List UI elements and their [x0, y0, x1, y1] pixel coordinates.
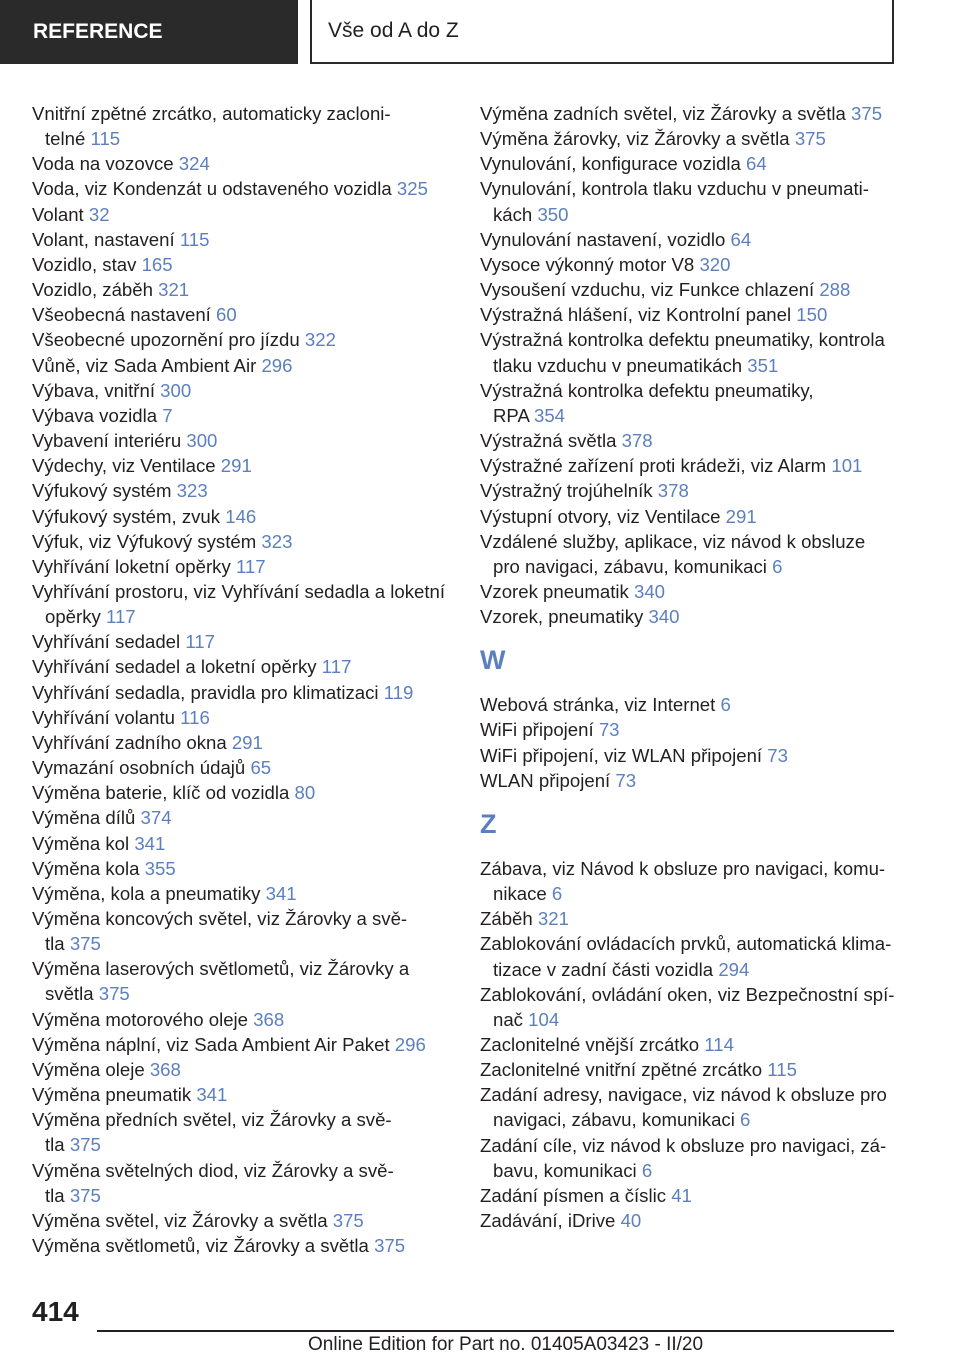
entry-text: Voda, viz Kondenzát u odstaveného vozidla — [32, 178, 392, 200]
index-entry — [480, 453, 900, 478]
index-entry — [32, 1233, 452, 1258]
entry-text: Zaclonitelné vnější zrcátko — [480, 1034, 700, 1055]
index-entry — [480, 717, 900, 742]
entry-text: Webová stránka, viz Internet — [480, 694, 716, 716]
entry-text: navigaci, zábavu, komunikaci — [493, 1109, 735, 1131]
page-reference-link[interactable]: 60 — [216, 304, 237, 326]
page-reference-link[interactable]: 325 — [396, 178, 428, 200]
index-entry — [32, 881, 452, 906]
index-entry — [32, 529, 452, 554]
page-reference-link[interactable]: 115 — [90, 128, 121, 150]
entry-text: Vyhřívání zadního okna — [32, 731, 227, 753]
index-entry — [32, 629, 452, 654]
index-entry — [32, 353, 452, 378]
index-entry — [32, 277, 452, 302]
index-entry — [32, 780, 452, 805]
chapter-header — [310, 0, 894, 64]
entry-text: Zablokování, ovládání oken, viz Bezpečnostní spí- — [480, 983, 895, 1005]
page-reference-link[interactable]: 355 — [144, 857, 176, 879]
entry-text: Výfuk, viz Výfukový systém — [32, 530, 257, 552]
index-entry — [480, 151, 900, 176]
entry-text: Výměna baterie, klíč od vozidla — [32, 782, 290, 804]
entry-text: Výfukový systém — [32, 480, 172, 502]
index-entry — [480, 101, 900, 126]
page-reference-link[interactable]: 119 — [383, 681, 414, 703]
page-reference-link[interactable]: 115 — [179, 228, 210, 250]
index-entry — [32, 906, 452, 956]
index-entry — [32, 176, 452, 201]
entry-text: Vzorek pneumatik — [480, 580, 629, 602]
index-entry — [32, 956, 452, 1006]
page-reference-link[interactable]: 294 — [718, 958, 750, 980]
page-reference-link[interactable]: 320 — [699, 253, 731, 275]
index-entry — [480, 1057, 900, 1082]
entry-text: Výdechy, viz Ventilace — [32, 455, 216, 477]
entry-text: Výstražná světla — [480, 430, 617, 452]
index-column-left — [32, 101, 452, 1258]
page-reference-link[interactable]: 104 — [528, 1008, 560, 1030]
page-reference-link[interactable]: 368 — [149, 1058, 181, 1080]
entry-text: telné — [45, 128, 86, 150]
section-label: REFERENCE — [33, 20, 163, 43]
index-entry — [32, 302, 452, 327]
entry-text: Výstražné zařízení proti krádeži, viz Alarm — [480, 455, 827, 477]
entry-text: Výměna kola — [32, 857, 140, 879]
index-entry — [32, 227, 452, 252]
entry-text: Vnitřní zpětné zrcátko, automaticky zacloni- — [32, 103, 391, 124]
index-entry — [480, 982, 900, 1032]
index-entry — [32, 1082, 452, 1107]
page-reference-link[interactable]: 375 — [69, 1184, 101, 1206]
entry-text: Výbava vozidla — [32, 404, 158, 426]
page-reference-link[interactable]: 375 — [374, 1235, 406, 1257]
entry-text: Výfukový systém, zvuk — [32, 505, 221, 527]
entry-text: nač — [493, 1008, 523, 1030]
entry-text: Vyhřívání sedadla, pravidla pro klimatizaci — [32, 681, 379, 703]
page-reference-link[interactable]: 288 — [819, 279, 851, 301]
entry-text: Výstražná kontrolka defektu pneumatiky, — [480, 379, 814, 401]
index-column-right — [480, 101, 900, 1233]
page-reference-link[interactable]: 291 — [231, 731, 263, 753]
index-entry — [480, 768, 900, 793]
entry-text: Výměna oleje — [32, 1058, 145, 1080]
page-reference-link[interactable]: 375 — [98, 983, 130, 1005]
page-reference-link[interactable]: 101 — [831, 455, 863, 477]
page-reference-link[interactable]: 41 — [671, 1184, 692, 1206]
index-entry — [32, 730, 452, 755]
index-entry — [480, 428, 900, 453]
index-entry — [480, 579, 900, 604]
index-entry — [32, 453, 452, 478]
page-reference-link[interactable]: 296 — [261, 354, 293, 376]
index-entry — [32, 428, 452, 453]
page-reference-link[interactable]: 321 — [537, 908, 569, 930]
index-entry — [32, 805, 452, 830]
page-reference-link[interactable]: 73 — [598, 719, 620, 741]
page-reference-link[interactable]: 378 — [657, 480, 689, 502]
entry-text: Výměna laserových světlometů, viz Žárovky a — [32, 958, 410, 980]
entry-text: Výměna, kola a pneumatiky — [32, 882, 261, 904]
entry-text: Vyhřívání sedadel — [32, 631, 181, 653]
entry-text: Výstupní otvory, viz Ventilace — [480, 505, 721, 527]
page-reference-link[interactable]: 6 — [720, 694, 731, 716]
page-reference-link[interactable]: 6 — [551, 883, 563, 905]
page-reference-link[interactable]: 300 — [160, 379, 192, 401]
page-reference-link[interactable]: 165 — [141, 253, 173, 275]
index-entry — [32, 705, 452, 730]
footer-rule — [97, 1330, 894, 1332]
page-reference-link[interactable]: 368 — [253, 1008, 285, 1030]
page-reference-link[interactable]: 6 — [772, 555, 783, 577]
page-reference-link[interactable]: 32 — [88, 203, 110, 225]
page-reference-link[interactable]: 374 — [140, 807, 172, 829]
entry-text: kách — [493, 203, 533, 225]
index-entry — [480, 302, 900, 327]
entry-text: tla — [45, 1134, 65, 1156]
page-reference-link[interactable]: 117 — [321, 656, 352, 678]
footer-edition: Online Edition for Part no. 01405A03423 - II/20 — [308, 1334, 704, 1355]
entry-text: Vynulování, konfigurace vozidla — [480, 153, 741, 175]
page-reference-link[interactable]: 146 — [225, 505, 257, 527]
entry-text: Zablokování ovládacích prvků, automatická klima- — [480, 933, 892, 955]
index-entry — [32, 1158, 452, 1208]
index-entry — [32, 151, 452, 176]
page-reference-link[interactable]: 64 — [745, 153, 767, 175]
page-reference-link[interactable]: 296 — [394, 1033, 426, 1055]
index-entry — [480, 931, 900, 981]
index-entry — [480, 1082, 900, 1132]
section-letter-z: Z — [480, 808, 497, 839]
page-reference-link[interactable]: 291 — [725, 505, 757, 527]
entry-text: Vzdálené služby, aplikace, viz návod k obsluze — [480, 530, 866, 552]
page-reference-link[interactable]: 341 — [134, 832, 166, 854]
index-entry — [32, 378, 452, 403]
entry-text: Vozidlo, záběh — [32, 279, 153, 301]
entry-text: Výměna světlometů, viz Žárovky a světla — [32, 1235, 369, 1257]
index-entry — [32, 554, 452, 579]
page-reference-link[interactable]: 323 — [176, 480, 208, 502]
entry-text: světla — [45, 983, 94, 1005]
entry-text: Všeobecná nastavení — [32, 304, 211, 326]
index-entry — [480, 478, 900, 503]
entry-text: Všeobecné upozornění pro jízdu — [32, 329, 300, 351]
entry-text: Vysoce výkonný motor V8 — [480, 253, 695, 275]
page-reference-link[interactable]: 375 — [69, 1134, 101, 1156]
page-reference-link[interactable]: 117 — [185, 631, 215, 653]
entry-text: Zaclonitelné vnitřní zpětné zrcátko — [480, 1059, 763, 1081]
entry-text: Zadání písmen a číslic — [480, 1184, 667, 1206]
index-entry — [480, 529, 900, 579]
page-reference-link[interactable]: 6 — [740, 1109, 751, 1131]
page-reference-link[interactable]: 115 — [767, 1059, 797, 1081]
page-reference-link[interactable]: 300 — [186, 430, 218, 452]
entry-text: Výměna kol — [32, 832, 130, 854]
entry-text: Výměna motorového oleje — [32, 1008, 249, 1030]
index-entry — [32, 1007, 452, 1032]
page-reference-link[interactable]: 340 — [634, 580, 666, 602]
entry-text: Voda na vozovce — [32, 153, 174, 175]
page-reference-link[interactable]: 341 — [265, 882, 297, 904]
index-entry — [32, 252, 452, 277]
index-entry — [480, 743, 900, 768]
entry-text: Výbava, vnitřní — [32, 379, 155, 401]
page-reference-link[interactable]: 117 — [105, 606, 136, 628]
index-entry — [480, 692, 900, 717]
entry-text: Vyhřívání volantu — [32, 706, 175, 728]
entry-text: tla — [45, 1184, 65, 1206]
page-reference-link[interactable]: 375 — [332, 1209, 364, 1231]
index-entry — [480, 906, 900, 931]
page-reference-link[interactable]: 354 — [534, 404, 566, 426]
entry-text: RPA — [493, 404, 529, 426]
index-entry — [480, 327, 900, 377]
index-entry — [32, 1208, 452, 1233]
page-reference-link[interactable]: 64 — [730, 228, 752, 250]
index-entry — [480, 1133, 900, 1183]
page-reference-link[interactable]: 114 — [704, 1034, 734, 1055]
page-reference-link[interactable]: 6 — [641, 1159, 653, 1181]
entry-text: opěrky — [45, 606, 101, 628]
entry-text: Vyhřívání loketní opěrky — [32, 555, 231, 577]
index-entry — [32, 1057, 452, 1082]
entry-text: Vynulování nastavení, vozidlo — [480, 228, 726, 250]
entry-text: Vzorek, pneumatiky — [480, 606, 644, 628]
page-reference-link[interactable]: 7 — [162, 404, 173, 426]
entry-text: Vůně, viz Sada Ambient Air — [32, 354, 257, 376]
page-reference-link[interactable]: 73 — [767, 744, 788, 766]
index-entry — [32, 403, 452, 428]
entry-text: Výstražný trojúhelník — [480, 480, 653, 502]
entry-text: Vyhřívání prostoru, viz Vyhřívání sedadla a loketní — [32, 580, 446, 602]
chapter-title: Vše od A do Z — [328, 19, 459, 42]
page-reference-link[interactable]: 375 — [69, 933, 101, 955]
section-tab — [0, 0, 298, 64]
entry-text: Výměna dílů — [32, 807, 136, 829]
index-entry — [480, 604, 900, 629]
entry-text: bavu, komunikaci — [493, 1159, 637, 1181]
page-reference-link[interactable]: 73 — [615, 769, 637, 791]
entry-text: Výstražná kontrolka defektu pneumatiky, kontrola — [480, 329, 885, 351]
entry-text: Zadání cíle, viz návod k obsluze pro navigaci, zá- — [480, 1134, 887, 1156]
index-entry — [32, 755, 452, 780]
index-entry — [32, 680, 452, 705]
entry-text: WiFi připojení, viz WLAN připojení — [480, 744, 763, 766]
page-reference-link[interactable]: 341 — [196, 1084, 228, 1106]
index-entry — [32, 856, 452, 881]
index-entry — [32, 1032, 452, 1057]
index-entry — [480, 378, 900, 428]
entry-text: Výměna světel, viz Žárovky a světla — [32, 1209, 328, 1231]
entry-text: WiFi připojení — [480, 719, 594, 741]
entry-text: Vynulování, kontrola tlaku vzduchu v pneumati- — [480, 178, 869, 200]
entry-text: Výstražná hlášení, viz Kontrolní panel — [480, 304, 792, 326]
entry-text: Výměna pneumatik — [32, 1084, 192, 1106]
entry-text: Vyhřívání sedadel a loketní opěrky — [32, 656, 317, 678]
index-entry — [480, 227, 900, 252]
index-entry — [32, 202, 452, 227]
page-reference-link[interactable]: 350 — [537, 203, 569, 225]
entry-text: Vysoušení vzduchu, viz Funkce chlazení — [480, 279, 815, 301]
index-entry — [32, 1107, 452, 1157]
page-reference-link[interactable]: 322 — [304, 329, 336, 351]
page-number: 414 — [32, 1296, 79, 1327]
section-letter-w: W — [480, 645, 506, 676]
entry-text: tizace v zadní části vozidla — [493, 958, 714, 980]
page-reference-link[interactable]: 375 — [794, 128, 826, 150]
entry-text: tla — [45, 933, 65, 955]
index-entry — [32, 654, 452, 679]
index-entry — [480, 1032, 900, 1057]
entry-text: Vozidlo, stav — [32, 253, 137, 275]
index-entry — [32, 478, 452, 503]
page-reference-link[interactable]: 291 — [220, 455, 252, 477]
entry-text: tlaku vzduchu v pneumatikách — [493, 354, 743, 376]
index-entry — [32, 101, 452, 151]
page-reference-link[interactable]: 116 — [180, 706, 210, 728]
page-reference-link[interactable]: 340 — [648, 606, 680, 628]
index-entry — [480, 176, 900, 226]
page-reference-link[interactable]: 323 — [261, 530, 293, 552]
page-reference-link[interactable]: 375 — [851, 103, 883, 124]
page-reference-link[interactable]: 117 — [235, 555, 266, 577]
entry-text: Výměna žárovky, viz Žárovky a světla — [480, 128, 790, 150]
entry-text: Zadávání, iDrive — [480, 1210, 616, 1232]
entry-text: pro navigaci, zábavu, komunikaci — [493, 555, 767, 577]
page-reference-link[interactable]: 324 — [178, 153, 210, 175]
page-reference-link[interactable]: 150 — [796, 304, 828, 326]
entry-text: Výměna náplní, viz Sada Ambient Air Paket — [32, 1033, 390, 1055]
entry-text: Záběh — [480, 908, 533, 930]
index-entry — [32, 504, 452, 529]
entry-text: Výměna koncových světel, viz Žárovky a svě- — [32, 908, 408, 929]
entry-text: Výměna předních světel, viz Žárovky a svě- — [32, 1109, 392, 1131]
page-reference-link[interactable]: 351 — [747, 354, 779, 376]
page-reference-link[interactable]: 80 — [294, 782, 316, 804]
index-entry — [32, 327, 452, 352]
entry-text: Vymazání osobních údajů — [32, 757, 246, 779]
index-entry — [480, 252, 900, 277]
page-reference-link[interactable]: 65 — [250, 757, 272, 779]
entry-text: Výměna světelných diod, viz Žárovky a svě- — [32, 1159, 394, 1181]
index-entry — [480, 1183, 900, 1208]
entry-text: Výměna zadních světel, viz Žárovky a světla — [480, 103, 846, 124]
entry-text: WLAN připojení — [480, 769, 611, 791]
index-entry — [480, 504, 900, 529]
index-entry — [480, 856, 900, 906]
entry-text: Volant, nastavení — [32, 228, 175, 250]
index-entry — [32, 831, 452, 856]
entry-text: Zábava, viz Návod k obsluze pro navigaci, komu- — [480, 857, 886, 879]
entry-text: Volant — [32, 203, 84, 225]
index-entry — [480, 1208, 900, 1233]
entry-text: Zadání adresy, navigace, viz návod k obsluze pro — [480, 1084, 887, 1106]
index-entry — [480, 126, 900, 151]
entry-text: nikace — [493, 883, 547, 905]
page-reference-link[interactable]: 40 — [620, 1210, 642, 1232]
index-entry — [32, 579, 452, 629]
page-reference-link[interactable]: 321 — [158, 279, 190, 301]
index-entry — [480, 277, 900, 302]
entry-text: Vybavení interiéru — [32, 430, 182, 452]
page-reference-link[interactable]: 378 — [621, 430, 653, 452]
